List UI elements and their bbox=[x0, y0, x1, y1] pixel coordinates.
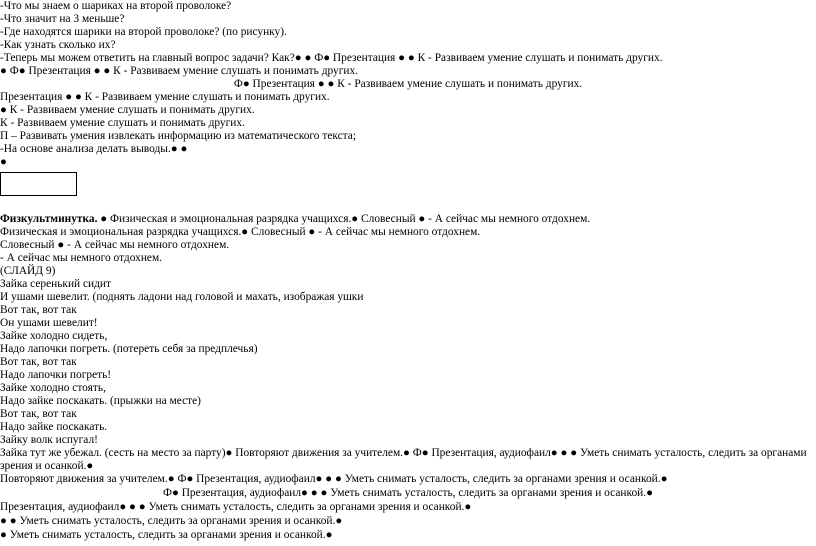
text-line: К - Развиваем умение слушать и понимать других. bbox=[0, 117, 245, 129]
text-line: ● Уметь снимать усталость, следить за органами зрения и осанкой.● bbox=[0, 529, 333, 541]
poem-line: И ушами шевелит. (поднять ладони над головой и махать, изображая ушки bbox=[0, 291, 364, 303]
text-line: Презентация, аудиофаил● ● ● Уметь снимать усталость, следить за органами зрения и осанкой.● bbox=[0, 501, 472, 513]
text-line-centered: Ф● Презентация ● ● К - Развиваем умение слушать и понимать других. bbox=[233, 78, 583, 90]
bullet-line: ● bbox=[0, 156, 7, 168]
text-line: Словесный ● - А сейчас мы немного отдохнем. bbox=[0, 239, 230, 251]
poem-line: Зайке холодно стоять, bbox=[0, 382, 106, 394]
poem-line: Надо лапочки погреть! bbox=[0, 369, 112, 381]
text-line: ● Ф● Презентация ● ● К - Развиваем умение слушать и понимать других. bbox=[0, 65, 359, 77]
poem-line: Зайка серенький сидит bbox=[0, 278, 112, 290]
slide-label: (СЛАЙД 9) bbox=[0, 265, 56, 277]
text-line: -Теперь мы можем ответить на главный вопрос задачи? Как?● ● Ф● Презентация ● ● К - Развиваем умение слушать и понимать других. bbox=[0, 52, 663, 64]
fizkultminutka-text: ● Физическая и эмоциональная разрядка учащихся.● Словесный ● - А сейчас мы немного отдохнем. bbox=[97, 213, 591, 225]
text-line: Презентация ● ● К - Развиваем умение слушать и понимать других. bbox=[0, 91, 330, 103]
fizkultminutka-heading: Физкультминутка. bbox=[0, 213, 98, 225]
poem-line: Зайку волк испугал! bbox=[0, 434, 98, 446]
fizkultminutka-line bbox=[0, 213, 590, 226]
poem-line: Вот так, вот так bbox=[0, 304, 77, 316]
poem-line: Надо зайке поскакать. bbox=[0, 421, 108, 433]
text-line: Физическая и эмоциональная разрядка учащихся.● Словесный ● - А сейчас мы немного отдохнем. bbox=[0, 226, 481, 238]
text-line: -Что значит на 3 меньше? bbox=[0, 13, 125, 25]
poem-line: Вот так, вот так bbox=[0, 408, 77, 420]
text-line-centered: Ф● Презентация, аудиофаил● ● ● Уметь снимать усталость, следить за органами зрения и осанкой.● bbox=[162, 487, 653, 499]
empty-box bbox=[0, 172, 77, 196]
text-line: -Как узнать сколько их? bbox=[0, 39, 116, 51]
text-line: П – Развивать умения извлекать информацию из математического текста; bbox=[0, 130, 357, 142]
poem-line: Надо зайке поскакать. (прыжки на месте) bbox=[0, 395, 201, 407]
text-line: ● К - Развиваем умение слушать и понимать других. bbox=[0, 104, 255, 116]
poem-line: Он ушами шевелит! bbox=[0, 317, 98, 329]
poem-line: Зайка тут же убежал. (сесть на место за парту)● Повторяют движения за учителем.● Ф● Презентация, аудиофаил● ● ● Уметь снимать усталость, следить за органами bbox=[0, 447, 807, 459]
text-line: ● ● Уметь снимать усталость, следить за органами зрения и осанкой.● bbox=[0, 515, 343, 527]
poem-line: Надо лапочки погреть. (потереть себя за предплечья) bbox=[0, 343, 258, 355]
text-line: зрения и осанкой.● bbox=[0, 460, 94, 472]
text-line: -Где находятся шарики на второй проволоке? (по рисунку). bbox=[0, 26, 287, 38]
text-line: - А сейчас мы немного отдохнем. bbox=[0, 252, 163, 264]
poem-line: Зайке холодно сидеть, bbox=[0, 330, 108, 342]
poem-line: Вот так, вот так bbox=[0, 356, 77, 368]
text-line: -На основе анализа делать выводы.● ● bbox=[0, 143, 188, 155]
text-line: -Что мы знаем о шариках на второй проволоке? bbox=[0, 0, 232, 12]
text-line: Повторяют движения за учителем.● Ф● Презентация, аудиофаил● ● ● Уметь снимать усталость, следить за органами зрения и осанкой.● bbox=[0, 473, 668, 485]
